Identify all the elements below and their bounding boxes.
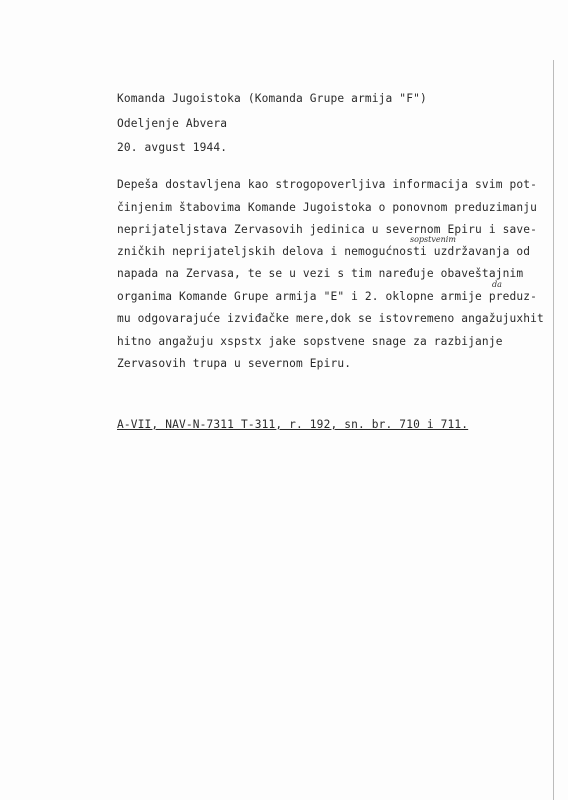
page-edge-shadow xyxy=(553,60,554,800)
body-line: činjenim štabovima Komande Jugoistoka o ponovnom preduzimanju xyxy=(117,201,538,214)
source-reference: A-VII, NAV-N-7311 T-311, r. 192, sn. br. 710 i 711. xyxy=(117,418,469,431)
header-command: Komanda Jugoistoka (Komanda Grupe armija "F") xyxy=(117,92,427,105)
body-line: neprijateljstava Zervasovih jedinica u severnom Epiru i save- xyxy=(117,223,538,236)
body-line: Zervasovih trupa u severnom Epiru. xyxy=(117,357,352,370)
handwritten-insert: sopstvenim xyxy=(410,235,456,244)
body-line: Depeša dostavljena kao strogopoverljiva informacija svim pot- xyxy=(117,178,538,191)
body-line: napada na Zervasa, te se u vezi s tim naređuje obaveštajnim xyxy=(117,267,524,280)
body-line: mu odgovarajuće izviđačke mere,dok se istovremeno angažujuxhit xyxy=(117,312,544,325)
body-line: hitno angažuju xspstx jake sopstvene snage za razbijanje xyxy=(117,335,503,348)
header-date: 20. avgust 1944. xyxy=(117,141,228,154)
header-department: Odeljenje Abvera xyxy=(117,117,228,130)
body-line: organima Komande Grupe armija "E" i 2. oklopne armije preduz- xyxy=(117,290,538,303)
handwritten-insert: da xyxy=(492,280,502,289)
body-line: zničkih neprijateljskih delova i nemogućnosti uzdržavanja od xyxy=(117,245,531,258)
